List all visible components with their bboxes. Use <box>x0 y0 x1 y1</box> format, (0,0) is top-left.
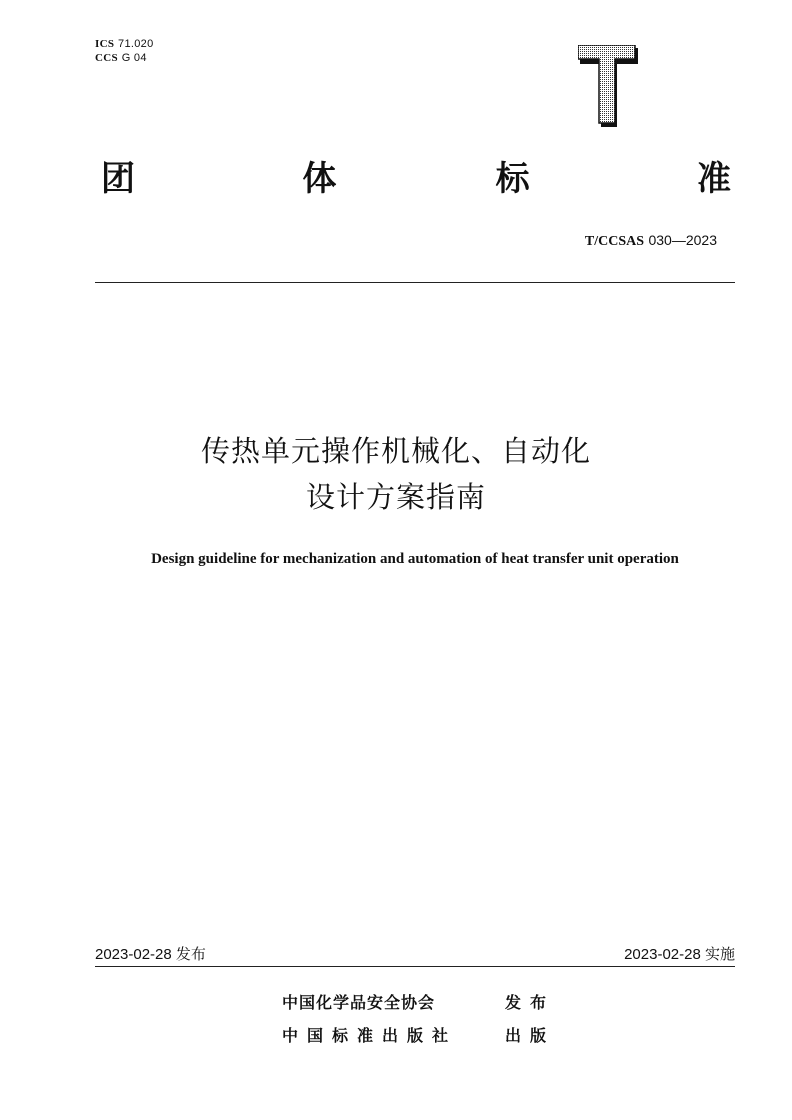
implementation-date: 2023-02-28 实施 <box>624 946 735 963</box>
ccs-code <box>95 51 154 65</box>
group-standard-heading <box>95 154 735 204</box>
classification-codes <box>95 37 154 65</box>
issuing-role: 发布 <box>505 993 556 1012</box>
publishing-role: 出版 <box>505 1026 556 1045</box>
ics-code <box>95 37 154 51</box>
ccs-label: CCS <box>95 52 118 64</box>
issue-date: 2023-02-28 发布 <box>95 946 206 963</box>
issuing-organization: 中国化学品安全协会 <box>282 993 436 1012</box>
group-standard-t-logo <box>578 45 638 127</box>
heading-char: 标 <box>495 159 530 199</box>
standard-number <box>585 232 717 250</box>
footer-divider <box>95 966 735 967</box>
standard-code: 030—2023 <box>648 232 717 248</box>
publishing-organization: 中国标准出版社 <box>282 1026 458 1045</box>
title-line-2: 设计方案指南 <box>305 480 486 514</box>
heading-char: 体 <box>302 159 337 199</box>
standard-prefix: T/CCSAS <box>584 234 645 249</box>
title-line-1: 传热单元操作机械化、自动化 <box>200 434 591 468</box>
document-title-chinese <box>0 428 792 520</box>
heading-char: 团 <box>101 159 135 199</box>
heading-char: 准 <box>696 159 731 199</box>
document-title-english: Design guideline for mechanization and automation of heat transfer unit operation <box>151 551 679 567</box>
header-divider <box>95 282 735 283</box>
ics-value: 71.020 <box>118 38 154 50</box>
ccs-value: G 04 <box>121 52 147 64</box>
ics-label: ICS <box>95 38 115 50</box>
